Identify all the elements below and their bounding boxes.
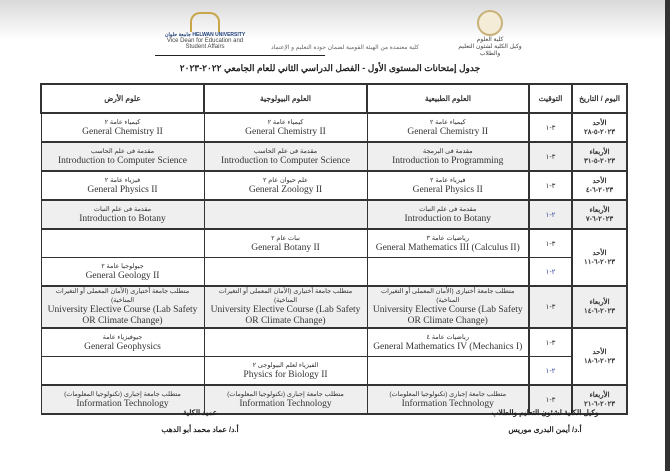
time-cell: ٢-١ [529, 200, 572, 229]
viewer-top-shade [0, 0, 667, 40]
course-name-english: Physics for Biology II [243, 369, 328, 380]
day-name: الأربعاء [589, 148, 610, 156]
course-name-arabic: كيمياء عامة ٢ [267, 118, 304, 126]
day-name: الأحد [592, 348, 607, 356]
biological-sciences-exam-cell [204, 113, 367, 142]
earth-sciences-exam-cell [41, 328, 204, 357]
natural-sciences-exam-cell [367, 171, 529, 200]
document-title: جدول إمتحانات المستوى الأول - الفصل الدراسي الثاني للعام الجامعي ٢٠٢٢-٢٠٢٣ [179, 63, 481, 73]
faculty-name: كلية العلوم [476, 37, 504, 43]
date-cell [572, 229, 627, 286]
table-header-row [41, 84, 627, 113]
table-row [41, 286, 627, 328]
column-header-natural-sciences: العلوم الطبيعية [367, 84, 529, 113]
course-name-english: General Geophysics [84, 341, 161, 352]
course-name-arabic: متطلب جامعة أختيارى (الأمان المعملى أو التغيرات المناخية) [381, 288, 515, 304]
natural-sciences-exam-cell [367, 113, 529, 142]
earth-sciences-exam-cell [41, 171, 204, 200]
day-name: الأربعاء [589, 391, 610, 399]
biological-sciences-exam-cell [204, 258, 367, 287]
exam-date: ٢٠٢٣-٦-١٨ [583, 357, 616, 365]
course-name-english: General Geology II [85, 270, 160, 281]
earth-sciences-exam-cell [41, 258, 204, 287]
exam-date: ٢٠٢٣-٦-١١ [583, 258, 616, 266]
course-name-english: Introduction to Programming [392, 155, 504, 166]
course-name-arabic: متطلب جامعة أختيارى (الأمان المعملى أو التغيرات المناخية) [218, 288, 353, 304]
table-row [41, 113, 627, 142]
time-cell: ٣-١ [529, 286, 572, 328]
course-name-english: General Chemistry II [407, 126, 489, 137]
table-row [41, 171, 627, 200]
vice-dean-title: وكيل الكلية لشئون التعليم والطلاب [491, 408, 599, 417]
course-name-arabic: مقدمة فى علم النبات [419, 205, 477, 213]
natural-sciences-exam-cell [367, 286, 529, 328]
exam-date: ٢٠٢٣-٦-١٤ [583, 308, 616, 315]
biological-sciences-exam-cell [204, 328, 367, 357]
earth-sciences-exam-cell [41, 200, 204, 229]
course-name-arabic: مقدمة فى البرمجة [422, 147, 473, 155]
biological-sciences-exam-cell [204, 286, 367, 328]
university-emblem-icon [190, 12, 220, 32]
course-name-arabic: رياضيات عامة ٣ [426, 234, 469, 242]
time-cell: ٣-١ [529, 328, 572, 357]
exam-date: ٢٠٢٣-٦-٤ [585, 186, 614, 194]
exam-schedule-table [40, 83, 628, 415]
course-name-arabic: متطلب جامعة إجبارى (تكنولوجيا المعلومات) [389, 390, 507, 398]
natural-sciences-exam-cell [367, 258, 529, 287]
natural-sciences-exam-cell [367, 142, 529, 171]
column-header-time: التوقيت [529, 84, 572, 113]
course-name-english: University Elective Course (Lab Safety OR Climate Change) [372, 305, 523, 326]
earth-sciences-exam-cell [41, 357, 204, 386]
vice-dean-name: أ.د/ أيمن البدرى موريس [508, 425, 582, 434]
exam-date: ٢٠٢٣-٥-٣١ [583, 157, 616, 165]
course-name-arabic: جيوفيزياء عامة [102, 333, 143, 341]
time-cell: ٣-١ [529, 229, 572, 258]
time-cell: ٣-١ [529, 171, 572, 200]
course-name-arabic: كيمياء عامة ٢ [104, 118, 141, 126]
course-name-english: General Chemistry II [245, 126, 326, 137]
vice-dean-signature [470, 408, 620, 442]
biological-sciences-exam-cell [204, 200, 367, 229]
course-name-english: Introduction to Botany [79, 213, 166, 224]
helwan-university-logo [160, 12, 250, 50]
day-name: الأربعاء [589, 206, 610, 214]
accreditation-caption: كلية معتمدة من الهيئة القومية لضمان جودة التعليم و الإعتماد [271, 45, 419, 51]
course-name-arabic: علم حيوان عام ٢ [262, 176, 309, 184]
course-name-english: Introduction to Botany [404, 213, 492, 224]
date-cell [572, 200, 627, 229]
faculty-seal-icon [477, 10, 503, 36]
viewer-scrollbar[interactable] [665, 0, 670, 471]
header-divider [155, 55, 325, 56]
table-row [41, 258, 627, 287]
table-row [41, 229, 627, 258]
course-name-arabic: متطلب جامعة إجبارى (تكنولوجيا المعلومات) [64, 390, 181, 398]
table-row [41, 328, 627, 357]
course-name-english: Information Technology [239, 398, 332, 409]
course-name-arabic: كيمياء عامة ٢ [429, 118, 466, 126]
course-name-arabic: متطلب جامعة أختيارى (الأمان المعملى أو التغيرات المناخية) [55, 288, 190, 304]
course-name-english: Introduction to Computer Science [57, 155, 187, 166]
time-cell: ٣-١ [529, 385, 572, 414]
table-row [41, 200, 627, 229]
course-name-english: Information Technology [401, 398, 494, 409]
course-name-arabic: رياضيات عامة ٤ [426, 333, 469, 341]
course-name-english: General Physics II [412, 184, 483, 195]
time-cell: ٢-١ [529, 258, 572, 287]
course-name-english: University Elective Course (Lab Safety OR Climate Change) [47, 305, 198, 326]
column-header-date: اليوم / التاريخ [572, 84, 627, 113]
day-name: الأربعاء [589, 299, 610, 306]
natural-sciences-exam-cell [367, 357, 529, 386]
biological-sciences-exam-cell [204, 357, 367, 386]
time-cell: ٢-١ [529, 357, 572, 386]
course-name-english: University Elective Course (Lab Safety OR Climate Change) [210, 305, 361, 326]
day-name: الأحد [592, 249, 607, 257]
course-name-arabic: فيزياء عامة ٢ [104, 176, 141, 184]
course-name-english: Information Technology [76, 398, 169, 409]
course-name-arabic: متطلب جامعة إجبارى (تكنولوجيا المعلومات) [227, 390, 344, 398]
date-cell [572, 328, 627, 385]
course-name-arabic: الفيزياء لعلم البيولوجى ٢ [252, 361, 319, 369]
dean-name: أ.د/ عماد محمد أبو الدهب [161, 425, 239, 434]
course-name-arabic: مقدمة فى علم الحاسب [90, 147, 155, 155]
exam-date: ٢٠٢٣-٦-٢١ [583, 400, 616, 408]
biological-sciences-exam-cell [204, 229, 367, 258]
course-name-english: General Physics II [87, 184, 158, 195]
dean-title: عميد الكلية [182, 408, 218, 417]
exam-date: ٢٠٢٣-٥-٢٨ [583, 128, 616, 136]
course-name-english: General Zoology II [248, 184, 323, 195]
faculty-vice-dean-caption: وكيل الكلية لشئون التعليم والطلاب [458, 44, 522, 57]
table-row [41, 357, 627, 386]
course-name-english: Introduction to Computer Science [220, 155, 350, 166]
date-cell [572, 113, 627, 142]
natural-sciences-exam-cell [367, 328, 529, 357]
biological-sciences-exam-cell [204, 142, 367, 171]
faculty-logo [455, 10, 525, 57]
exam-date: ٢٠٢٣-٦-٧ [585, 215, 614, 223]
vice-dean-caption: Vice Dean for Education and Student Affairs [166, 38, 244, 50]
time-cell: ٣-١ [529, 142, 572, 171]
course-name-arabic: جيولوجيا عامة ٢ [101, 262, 144, 270]
earth-sciences-exam-cell [41, 229, 204, 258]
table-row [41, 142, 627, 171]
day-name: الأحد [592, 119, 607, 127]
course-name-english: General Botany II [251, 242, 320, 253]
date-cell [572, 142, 627, 171]
natural-sciences-exam-cell [367, 200, 529, 229]
course-name-arabic: مقدمة فى علم النبات [93, 205, 152, 213]
day-name: الأحد [592, 177, 607, 185]
dean-signature [130, 408, 270, 442]
course-name-arabic: فيزياء عامة ٢ [430, 176, 466, 184]
natural-sciences-exam-cell [367, 229, 529, 258]
course-name-arabic: مقدمة فى علم الحاسب [253, 147, 318, 155]
course-name-arabic: نبات عام ٢ [271, 234, 300, 242]
earth-sciences-exam-cell [41, 286, 204, 328]
biological-sciences-exam-cell [204, 171, 367, 200]
course-name-english: General Chemistry II [82, 126, 163, 137]
earth-sciences-exam-cell [41, 113, 204, 142]
time-cell: ٣-١ [529, 113, 572, 142]
column-header-biological-sciences: العلوم البيولوجية [204, 84, 367, 113]
course-name-english: General Mathematics IV (Mechanics I) [373, 341, 523, 352]
column-header-earth-sciences: علوم الأرض [41, 84, 204, 113]
university-name: جامعة حلوان HELWAN UNIVERSITY [164, 32, 246, 38]
date-cell [572, 286, 627, 328]
earth-sciences-exam-cell [41, 142, 204, 171]
course-name-english: General Mathematics III (Calculus II) [375, 242, 520, 253]
date-cell [572, 171, 627, 200]
